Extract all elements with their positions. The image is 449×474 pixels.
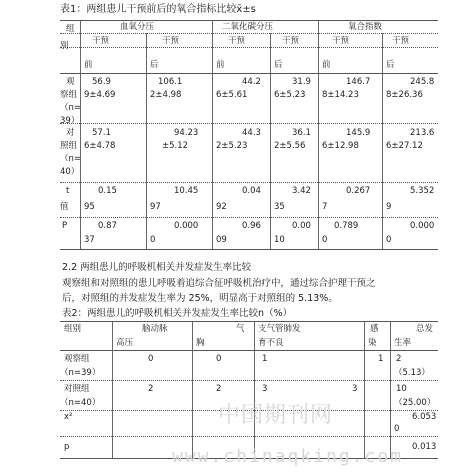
table-cell: 3 — [262, 384, 268, 394]
table1-corner-bottom: 别 — [60, 41, 69, 51]
table-cell: 6±12.98 — [322, 141, 359, 151]
row-label: （n= — [60, 103, 82, 113]
table2-top-rule — [60, 321, 438, 322]
table-cell: 10 — [396, 384, 407, 394]
table-cell: 37 — [84, 235, 95, 245]
row-label: （n=40） — [60, 398, 101, 408]
table-cell: 1 — [378, 354, 384, 364]
table2-head-bpd: 支气管肺发 — [258, 324, 301, 334]
table2-rule — [60, 436, 438, 437]
table2-col-rule — [112, 321, 113, 458]
table-cell: 0.000 — [410, 221, 435, 231]
table-cell: （5.13） — [394, 368, 430, 378]
table2-col-rule — [390, 321, 391, 458]
table1-head-pre-2: 前 — [322, 60, 331, 70]
table-cell: 10.45 — [174, 186, 199, 196]
table-cell: 10 — [274, 235, 285, 245]
table1-col-rule — [382, 33, 383, 249]
table1-bottom-rule — [60, 249, 438, 250]
table-cell: 8±26.36 — [386, 90, 423, 100]
table2-head-infection: 感 — [370, 324, 379, 334]
table-cell: 0 — [148, 354, 154, 364]
row-label: p — [64, 442, 70, 452]
table-cell: 0.96 — [242, 221, 261, 231]
row-label: （n=39） — [60, 368, 101, 378]
table-cell: 2 — [216, 384, 222, 394]
table2-head-infection-2: 染 — [368, 338, 377, 348]
table1-head-post-2: 后 — [386, 60, 395, 70]
table-cell: 6±4.78 — [84, 141, 116, 151]
table2-head-bpd-2: 育不良 — [258, 338, 284, 348]
table1-head-post: 干预 — [282, 36, 300, 46]
row-label: 照组 — [60, 141, 78, 151]
table-cell: 7 — [322, 202, 328, 212]
watermark-url: www.chinaqking.com — [172, 446, 404, 467]
row-label: 40） — [60, 167, 80, 177]
table1-head-co2: 二氧化碳分压 — [222, 22, 274, 32]
section-paragraph-line: 后，对照组的并发症发生率为 25%，明显高于对照组的 5.13%。 — [62, 293, 338, 304]
table-cell: 31.9 — [292, 77, 311, 87]
section-heading: 2.2 两组患儿的呼吸机相关并发症发生率比较 — [62, 262, 252, 273]
table-cell: 35 — [274, 202, 285, 212]
table-cell: 8±14.23 — [322, 90, 359, 100]
row-label: 39） — [60, 116, 80, 126]
table-cell: 6±5.23 — [274, 90, 306, 100]
table-cell: 9 — [386, 202, 392, 212]
row-label: 察组 — [60, 90, 78, 100]
table1-col-rule — [270, 33, 271, 249]
table-cell: 56.9 — [92, 77, 111, 87]
table-cell: 0.267 — [346, 186, 371, 196]
table-cell: 1 — [262, 354, 268, 364]
table-cell: 92 — [216, 202, 227, 212]
table-cell: 94.23 — [174, 128, 199, 138]
table-cell: 2±5.23 — [216, 141, 248, 151]
table2-header-rule — [60, 350, 438, 351]
row-label: 值 — [60, 202, 69, 212]
table-cell: 0.013 — [412, 442, 437, 452]
table1-head-blood-o2: 血氧分压 — [120, 22, 155, 32]
table1-head-pre: 干预 — [332, 36, 350, 46]
table-cell: 0 — [150, 235, 156, 245]
table1-head-pre-2: 前 — [216, 60, 225, 70]
table-cell: 57.1 — [92, 128, 111, 138]
table-cell: 2±4.98 — [150, 90, 182, 100]
table2-head-cerebral: 脑动脉 — [142, 324, 168, 334]
table1-head-pre: 干预 — [228, 36, 246, 46]
table-cell: 0.000 — [174, 221, 199, 231]
table-cell: 106.1 — [158, 77, 183, 87]
table2-head-pneumothorax: 气 — [236, 324, 245, 334]
table-cell: ±5.12 — [162, 141, 189, 151]
table2-head-cerebral-2: 高压 — [116, 338, 134, 348]
row-label: 对照组 — [64, 384, 90, 394]
table-cell: 0 — [386, 235, 392, 245]
table1-head-post: 干预 — [162, 36, 180, 46]
table-cell: 0.87 — [98, 221, 117, 231]
table1-col-rule — [146, 33, 147, 249]
table-cell: 245.8 — [410, 77, 435, 87]
table-cell: 36.1 — [292, 128, 311, 138]
table-cell: 3.42 — [292, 186, 311, 196]
table-cell: 145.9 — [346, 128, 371, 138]
table-cell: 0.15 — [98, 186, 117, 196]
table1-head-post-2: 后 — [274, 60, 283, 70]
table1-col-rule — [80, 20, 81, 249]
row-label: x² — [64, 412, 73, 422]
table-cell: （25.00） — [394, 398, 436, 408]
table-cell: 97 — [150, 202, 161, 212]
table-cell: 5.352 — [410, 186, 435, 196]
watermark-chinese: 中国期刊网 — [218, 403, 334, 428]
row-label: t — [66, 186, 70, 196]
table-cell: 3 — [352, 384, 358, 394]
row-label: 观 — [66, 77, 75, 87]
table-cell: 0 — [322, 235, 328, 245]
table1-caption: 表1：两组患儿干预前后的氧合指标比较x̄±s — [60, 4, 256, 15]
table2-head-group: 组别 — [64, 324, 82, 334]
table2-col-rule — [364, 321, 365, 458]
table2-rule — [60, 380, 438, 381]
table1-head-post-2: 后 — [150, 60, 159, 70]
table-cell: 0 — [216, 354, 222, 364]
table2-col-rule — [192, 321, 193, 458]
table2-caption: 表2：两组患儿的呼吸机相关并发症发生率比较n（%） — [62, 308, 293, 319]
table1-head-post: 干预 — [392, 36, 410, 46]
table-cell: 213.6 — [410, 128, 435, 138]
table-cell: 44.3 — [242, 128, 261, 138]
table1-head-pre-2: 前 — [84, 60, 93, 70]
table-cell: 0 — [394, 424, 400, 434]
row-label: P — [62, 221, 68, 231]
table-cell: 0.00 — [292, 221, 311, 231]
table-cell: 09 — [216, 235, 227, 245]
table-cell: 6.053 — [412, 412, 437, 422]
row-label: 对 — [66, 128, 75, 138]
table1-head-pre: 干预 — [92, 36, 110, 46]
table-cell: 6±5.61 — [216, 90, 248, 100]
table-cell: 2 — [396, 354, 402, 364]
table-cell: 0.789 — [334, 221, 359, 231]
table-cell: 44.2 — [242, 77, 261, 87]
table2-head-total-2: 生率 — [394, 338, 412, 348]
table1-head-o2-index: 氧合指数 — [348, 22, 383, 32]
table-cell: 9±4.69 — [84, 90, 116, 100]
table-cell: 95 — [84, 202, 95, 212]
table2-head-pneumothorax-2: 胸 — [196, 338, 205, 348]
table-cell: 2±5.56 — [274, 141, 306, 151]
table2-head-total: 总发 — [416, 324, 434, 334]
table-cell: 6±27.12 — [386, 141, 423, 151]
section-paragraph-line: 观察组和对照组的患儿呼吸着追综合征呼吸机治疗中，通过综合护理干预之 — [62, 278, 376, 289]
table-cell: 0.04 — [242, 186, 261, 196]
table1-col-rule — [212, 20, 213, 249]
row-label: 观察组 — [64, 354, 90, 364]
table1-corner-top: 组 — [66, 24, 75, 34]
table1-col-rule — [318, 20, 319, 249]
table-cell: 146.7 — [346, 77, 371, 87]
row-label: （n= — [60, 154, 82, 164]
table2-col-rule — [254, 321, 255, 458]
table-cell: 2 — [148, 384, 154, 394]
